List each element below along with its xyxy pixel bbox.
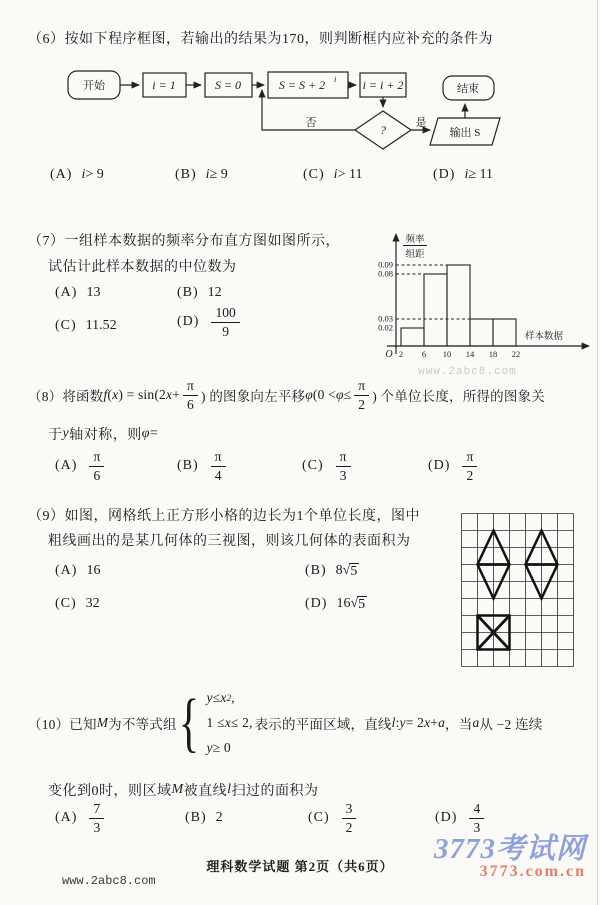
q6-option-c: (C) i > 11: [303, 167, 363, 182]
q9-option-b: (B) 8 √ 5: [305, 562, 358, 579]
flow-update-s-label: S = S + 2: [278, 78, 326, 92]
histogram-y-tick: 0.09: [378, 259, 393, 270]
three-views-grid: [460, 512, 576, 669]
q7-option-b: (B) 12: [177, 285, 222, 300]
q6-option-a: (A) i > 9: [50, 167, 104, 182]
q10-option-a: (A) $\frac{7}{3}$: [55, 798, 107, 838]
histogram-ylabel-den: 组距: [405, 250, 425, 260]
q7-option-d: (D) $\frac{100}{9}$: [177, 302, 243, 342]
site-logo-title: 3773考试网: [433, 833, 586, 865]
q7-option-a: (A) 13: [55, 285, 101, 300]
histogram-x-tick: 10: [442, 349, 452, 359]
histogram: [363, 226, 598, 368]
watermark-text: www.2abc8.com: [418, 366, 517, 378]
histogram-bar: [401, 328, 424, 346]
histogram-y-tick: 0.03: [378, 313, 393, 324]
q7-option-c: (C) 11.52: [55, 318, 117, 333]
histogram-bar: [424, 274, 447, 346]
flow-assign-i-label: i = 1: [152, 78, 176, 92]
q6-option-b: (B) i ≥ 9: [175, 167, 228, 182]
question-9-title-line1: （9）如图，网格纸上正方形小格的边长为1个单位长度，图中: [28, 509, 420, 524]
question-10-title-line2: 变化到0时，则区域 M 被直线 l 扫过的面积为: [48, 782, 319, 799]
q8-option-c: (C) $\frac{\pi}{3}$: [302, 446, 354, 486]
inequality-system: { y ≤ x 2 , 1 ≤ x ≤ 2, y ≥ 0: [178, 686, 253, 760]
histogram-bar: [447, 265, 470, 346]
flow-end-label: 结束: [457, 83, 479, 95]
histogram-x-tick: 2: [398, 349, 404, 359]
q8-option-d: (D) $\frac{\pi}{2}$: [428, 446, 480, 486]
q9-option-d: (D) 16 √ 5: [305, 595, 366, 612]
q8-option-b: (B) $\frac{\pi}{4}$: [177, 446, 229, 486]
site-logo: [434, 834, 586, 881]
question-10-title-line1: （10）已知 M 为不等式组 { y ≤ x 2 , 1 ≤ x ≤ 2, y ≥ 0 表示的平面区域，直线 l : y = 2 x + a ，当 a 从 −2 连续: [28, 686, 543, 760]
page-footer: 理科数学试题 第2页（共6页）: [206, 859, 394, 874]
footer-watermark: www.2abc8.com: [62, 874, 156, 888]
system-brace: {: [178, 686, 199, 760]
flow-no-label: 否: [305, 117, 317, 129]
flow-start-label: 开始: [83, 80, 105, 92]
q8-option-a: (A) $\frac{\pi}{6}$: [55, 446, 107, 486]
question-7-title-line1: （7）一组样本数据的频率分布直方图如图所示，: [28, 234, 340, 249]
histogram-x-tick: 18: [488, 349, 498, 359]
histogram-x-tick: 6: [421, 349, 427, 359]
question-6-title: （6）按如下程序框图，若输出的结果为170，则判断框内应补充的条件为: [28, 32, 493, 47]
flow-assign-s-label: S = 0: [214, 78, 242, 92]
q10-option-d: (D) $\frac{4}{3}$: [435, 798, 487, 838]
q9-option-a: (A) 16: [55, 563, 101, 578]
q10-option-c: (C) $\frac{3}{2}$: [308, 798, 359, 838]
histogram-x-tick: 14: [465, 349, 475, 359]
question-8-title-line1: （8）将函数 f ( x ) = sin(2 x + $\frac{\pi}{6}$ ) 的图象向左平移 φ (0 < φ ≤ $\frac{\pi}{2}$ ) 个单位长度，所得的图象关: [28, 378, 545, 412]
histogram-xlabel: 样本数据: [525, 332, 564, 342]
site-logo-url: 3773.com.cn: [479, 863, 586, 881]
q9-option-c: (C) 32: [55, 596, 100, 611]
question-7-title-line2: 试估计此样本数据的中位数为: [48, 260, 237, 275]
flow-update-i-label: i = i + 2: [362, 78, 404, 92]
histogram-x-tick: 22: [511, 349, 521, 359]
flow-decision-label: ?: [380, 123, 386, 137]
flow-yes-label: 是: [415, 117, 427, 129]
q10-option-b: (B) 2: [185, 810, 223, 825]
flow-output-label: 输出 S: [449, 127, 481, 139]
q6-option-d: (D) i ≥ 11: [433, 167, 493, 182]
histogram-bar: [493, 319, 516, 346]
histogram-bar: [470, 319, 493, 346]
flowchart: [55, 56, 555, 168]
question-8-title-line2: 于 y 轴对称，则 φ =: [48, 426, 159, 443]
histogram-y-tick: 0.02: [378, 322, 393, 333]
flow-update-s-sup: i: [334, 74, 337, 84]
histogram-y-tick: 0.08: [378, 268, 393, 279]
histogram-ylabel-num: 频率: [405, 235, 425, 245]
question-9-title-line2: 粗线画出的是某几何体的三视图，则该几何体的表面积为: [48, 534, 411, 549]
histogram-origin-label: O: [385, 349, 393, 360]
